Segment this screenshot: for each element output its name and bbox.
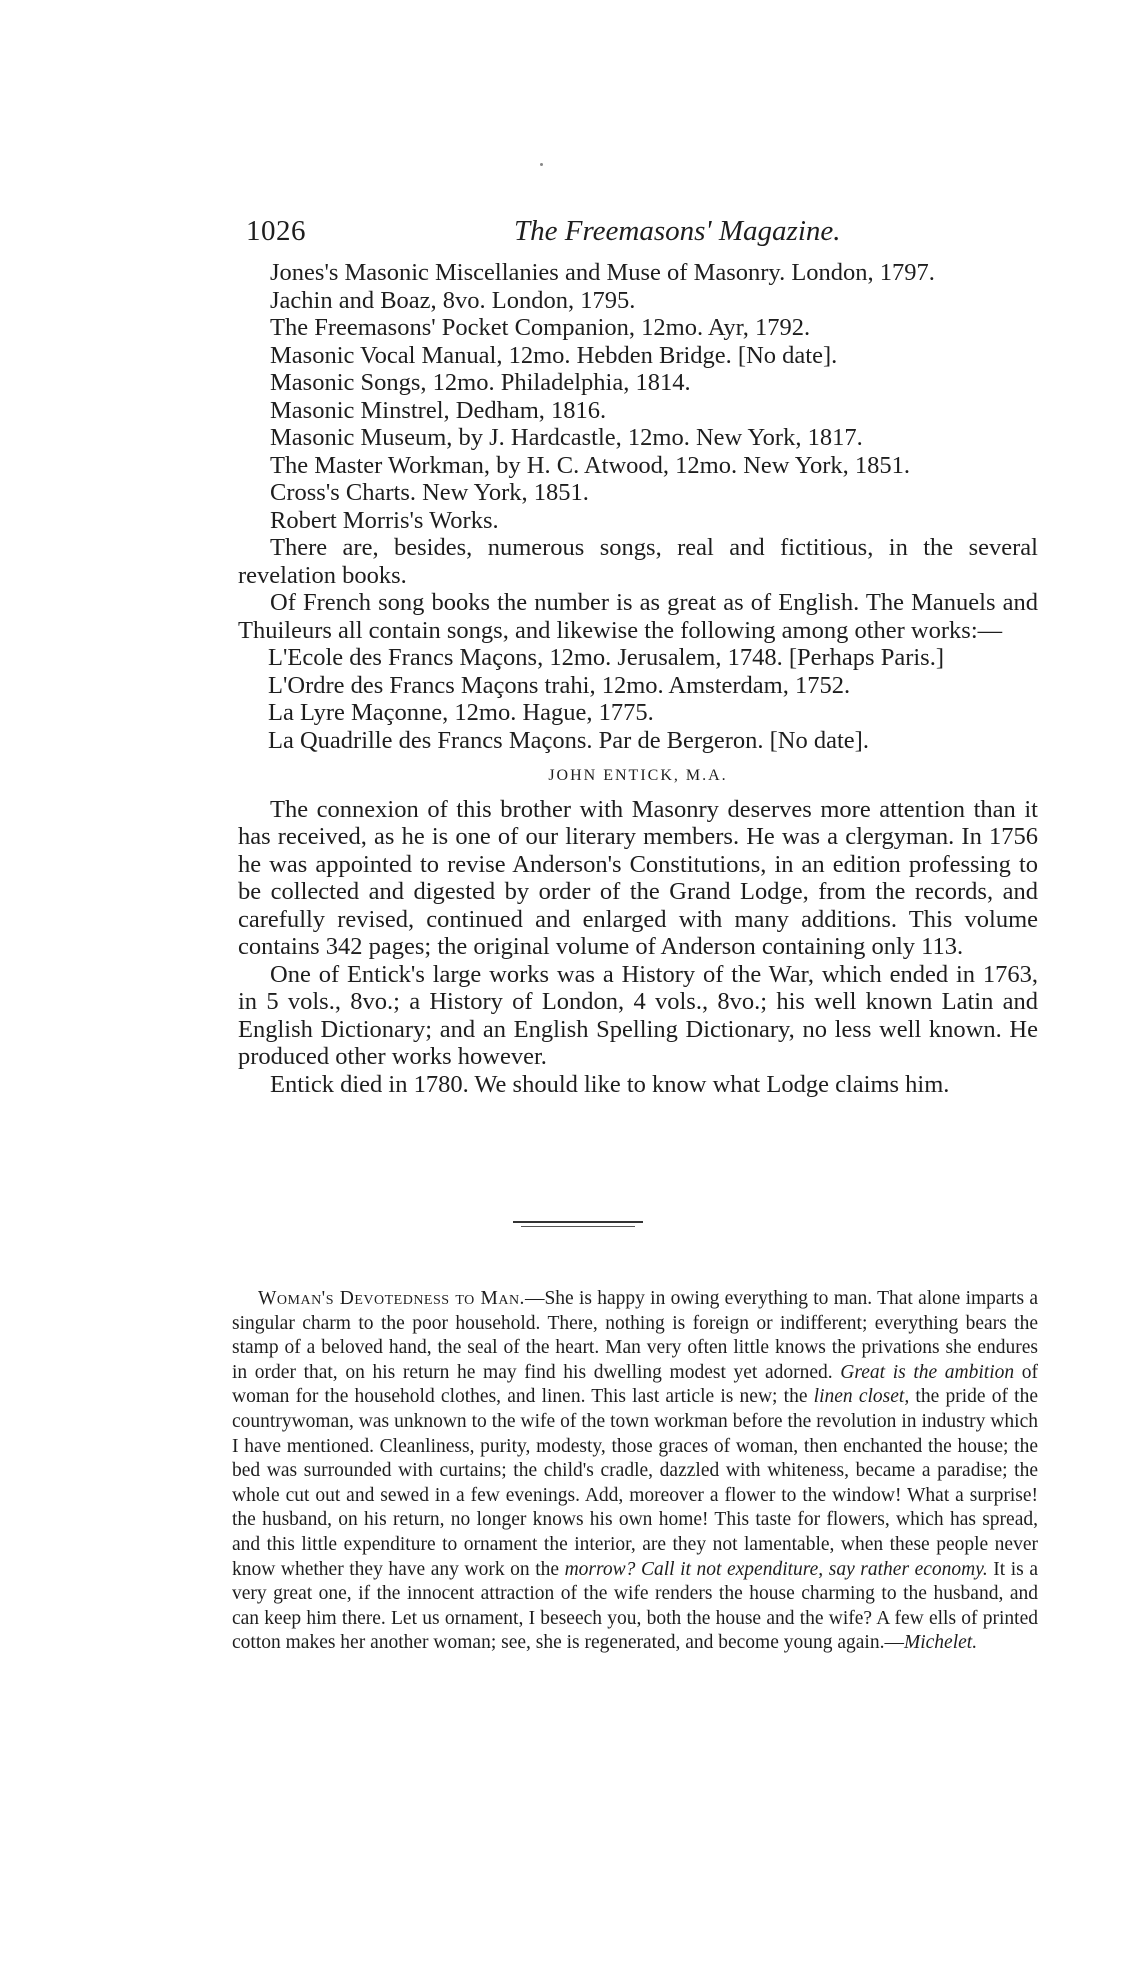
note-block: [232, 1287, 1038, 1656]
bibliography-entry: The Freemasons' Pocket Companion, 12mo. Ayr, 1792.: [270, 314, 811, 341]
bibliography-entry: Cross's Charts. New York, 1851.: [270, 479, 589, 506]
entick-paragraph: The connexion of this brother with Masonry deserves more attention than it has received, as he is one of our literary members. He was a clergyman. In 1756 he was appointed to revise Anderson's Constitutions, in an edition professing to be collected and digested by order of the Grand Lodge, from the records, and carefully revised, continued and enlarged with many additions. This volume contains 342 pages; the original volume of Anderson containing only 113.: [238, 795, 1038, 960]
note-text: the pride of the countrywoman, was unknown to the wife of the town workman before the revolution in industry which I have mentioned. Cleanliness, purity, modesty, those graces of woman, then enchanted the house; the bed was surrounded with curtains; the child's cradle, dazzled with whiteness, became a paradise; the whole cut out and sewed in a few evenings. Add, moreover a flower to the window! What a surprise! the husband, on his return, no longer knows his own home! This taste for flowers, which has spread, and this little expenditure to ornament the interior, are they not lamentable, when these people never know whether they have any work on the: [232, 1386, 1038, 1580]
bibliography-entry: Jachin and Boaz, 8vo. London, 1795.: [270, 286, 636, 314]
note-italic: morrow? Call it not expenditure, say rather economy.: [564, 1558, 988, 1580]
french-books-list: [238, 644, 1038, 754]
note-title: Woman's Devotedness to Man.: [258, 1288, 525, 1309]
entick-paragraph: One of Entick's large works was a History of the War, which ended in 1763, in 5 vols., 8vo.; a History of London, 4 vols., 8vo.; his well known Latin and English Dictionary; and an English Spelling Dictionary, no less well known. He produced other works however.: [238, 960, 1038, 1070]
section-divider-rule: [513, 1221, 643, 1229]
note-text: It is a very great one, if the innocent attraction of the wife renders the house charming to the husband, and can keep him there. Let us ornament, I beseech you, both the house and the wife? A few ells of printed cotton makes her another woman; see, she is regenerated, and become young again.—: [232, 1558, 1038, 1654]
bibliography-entry: Masonic Songs, 12mo. Philadelphia, 1814.: [270, 369, 691, 396]
page-number: 1026: [246, 215, 306, 247]
songs-paragraph: There are, besides, numerous songs, real and fictitious, in the several revelation books.: [238, 534, 1038, 589]
french-book-entry: La Lyre Maçonne, 12mo. Hague, 1775.: [268, 699, 654, 726]
bibliography-entry: Robert Morris's Works.: [270, 506, 499, 534]
section-heading: JOHN ENTICK, M.A.: [548, 767, 728, 784]
bibliography-entry: Masonic Vocal Manual, 12mo. Hebden Bridge. [No date].: [270, 341, 838, 369]
note-author: Michelet.: [903, 1632, 978, 1654]
french-book-entry: L'Ordre des Francs Maçons trahi, 12mo. Amsterdam, 1752.: [268, 671, 851, 699]
french-intro-paragraph: Of French song books the number is as great as of English. The Manuels and Thuileurs all contain songs, and likewise the following among other works:—: [238, 589, 1038, 644]
note-text: —She is happy in owing everything to man. That alone imparts a singular charm to the poor household. There, nothing is foreign or indifferent; everything bears the stamp of a beloved hand, the seal of the heart. Man very often little knows the privations she endures in order that, on his return he may find his dwelling modest yet adorned.: [232, 1288, 1038, 1383]
bibliography-entry: Masonic Minstrel, Dedham, 1816.: [270, 396, 607, 424]
bibliography-list: [238, 259, 1038, 534]
french-book-entry: L'Ecole des Francs Maçons, 12mo. Jerusalem, 1748. [Perhaps Paris.]: [268, 644, 944, 671]
bibliography-entry: Jones's Masonic Miscellanies and Muse of Masonry. London, 1797.: [270, 259, 935, 286]
print-speck: [540, 163, 543, 166]
entick-paragraph: Entick died in 1780. We should like to know what Lodge claims him.: [270, 1070, 950, 1098]
main-text-block: [238, 259, 1038, 1098]
note-italic: linen closet,: [813, 1386, 910, 1408]
bibliography-entry: The Master Workman, by H. C. Atwood, 12mo. New York, 1851.: [270, 451, 910, 479]
note-italic: Great is the ambition: [840, 1361, 1015, 1383]
running-head: [246, 215, 1036, 255]
french-book-entry: La Quadrille des Francs Maçons. Par de Bergeron. [No date].: [268, 726, 869, 754]
bibliography-entry: Masonic Museum, by J. Hardcastle, 12mo. New York, 1817.: [270, 424, 863, 451]
note-text: of woman for the household clothes, and linen. This last article is new; the: [232, 1361, 1038, 1408]
journal-title: The Freemasons' Magazine.: [514, 215, 841, 247]
